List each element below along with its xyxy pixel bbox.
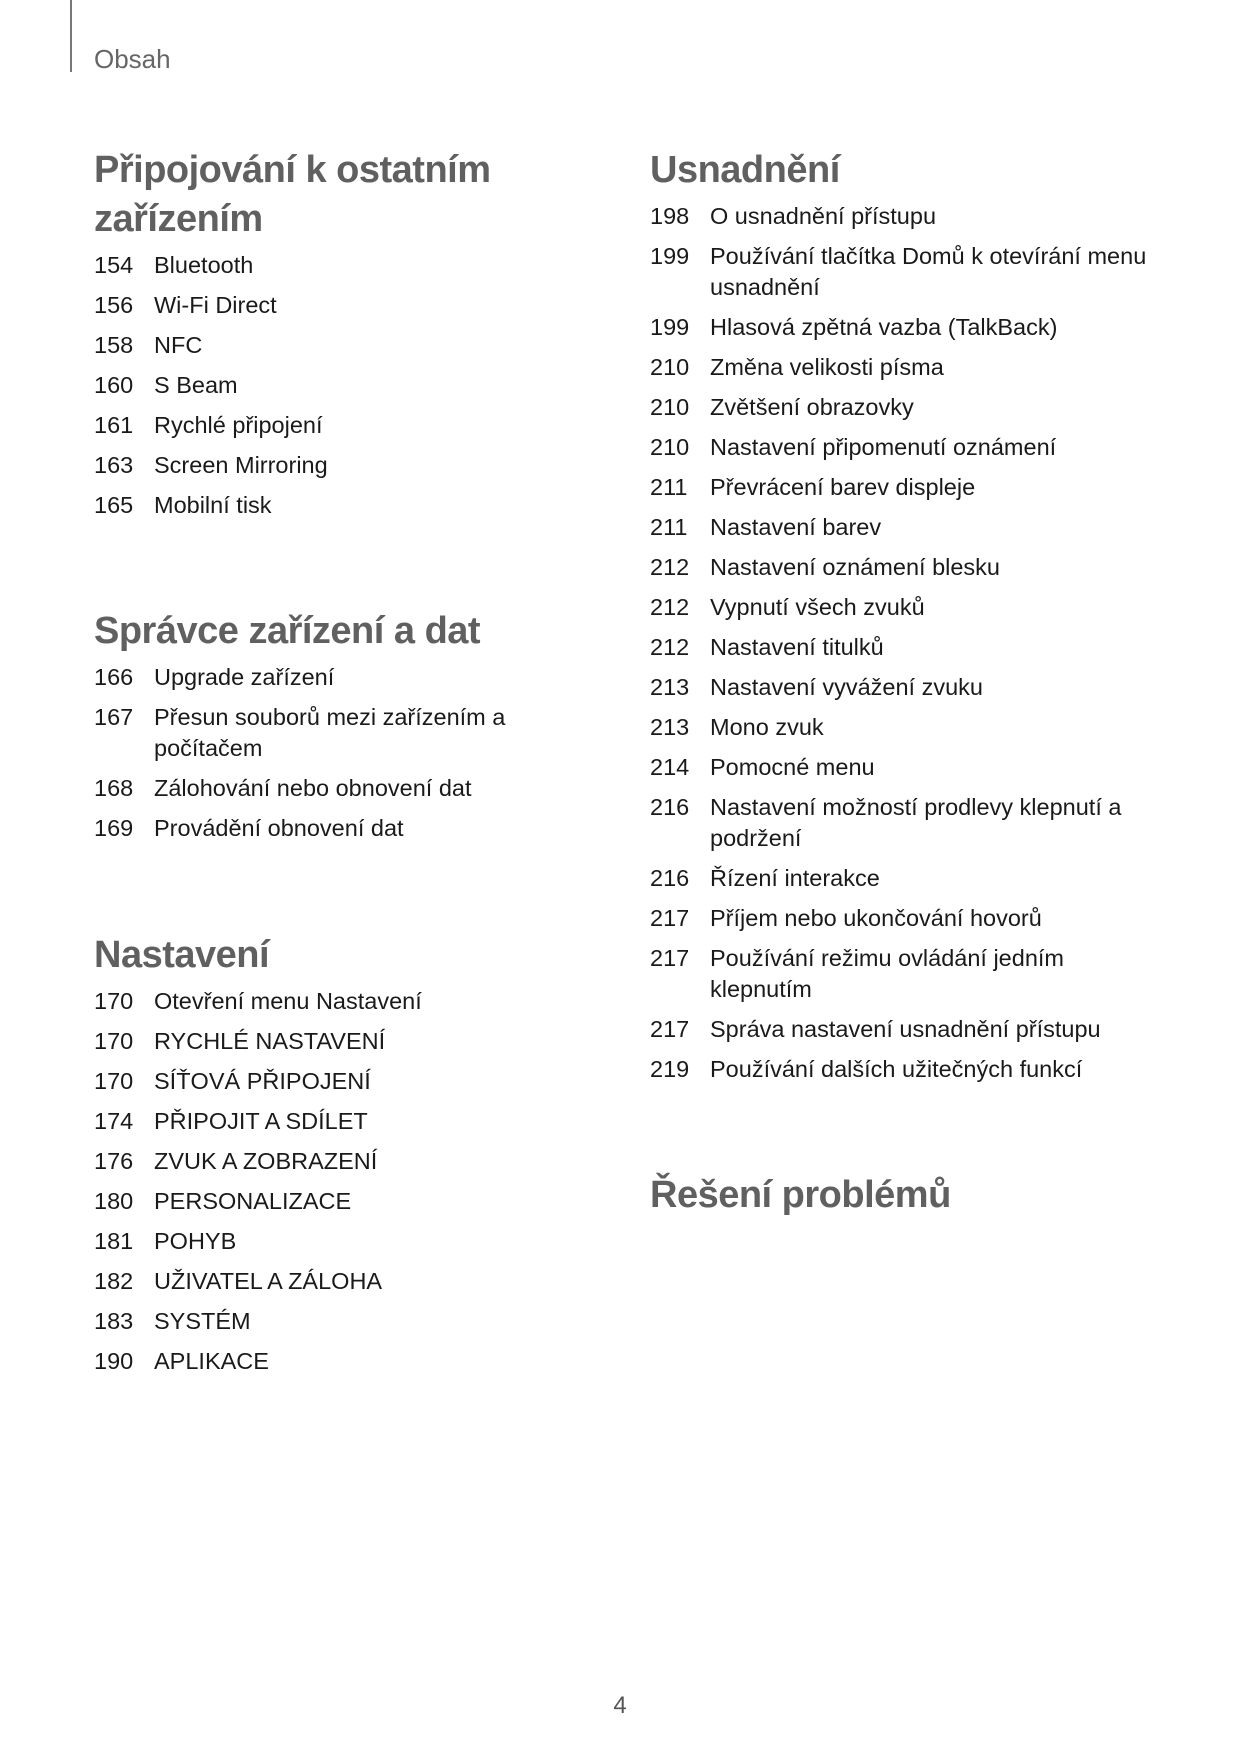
header-rule — [70, 0, 72, 72]
toc-page-number: 174 — [94, 1108, 134, 1134]
toc-page-number: 168 — [94, 775, 134, 801]
toc-page-number: 170 — [94, 1068, 134, 1094]
section-title: Řešení problémů — [650, 1174, 951, 1216]
toc-entry-label: Otevření menu Nastavení — [154, 988, 422, 1014]
toc-entry-label: RYCHLÉ NASTAVENÍ — [154, 1028, 386, 1054]
toc-entry[interactable] — [94, 662, 564, 693]
toc-entry-label: Pomocné menu — [710, 754, 875, 780]
toc-entry-label: PŘIPOJIT A SDÍLET — [154, 1108, 368, 1134]
toc-page-number: 169 — [94, 815, 134, 841]
toc-entry[interactable] — [650, 432, 1170, 463]
toc-entry[interactable] — [650, 201, 1170, 232]
toc-entry[interactable] — [94, 290, 534, 321]
toc-section-device-data-manager — [94, 607, 564, 853]
toc-entry-label: Mono zvuk — [710, 714, 824, 740]
toc-entry[interactable] — [94, 1146, 564, 1177]
toc-page-number: 183 — [94, 1308, 134, 1334]
toc-entry[interactable] — [94, 450, 534, 481]
toc-entry[interactable] — [650, 352, 1170, 383]
toc-entry[interactable] — [650, 552, 1170, 583]
toc-page-number: 182 — [94, 1268, 134, 1294]
toc-entry-label: POHYB — [154, 1228, 237, 1254]
toc-entry[interactable] — [650, 592, 1170, 623]
toc-entry[interactable] — [650, 672, 1170, 703]
toc-page-number: 160 — [94, 372, 134, 398]
toc-entry[interactable] — [650, 1054, 1170, 1085]
toc-entry-label: UŽIVATEL A ZÁLOHA — [154, 1268, 383, 1294]
toc-entry-label: Změna velikosti písma — [710, 354, 944, 380]
toc-entry[interactable] — [650, 863, 1170, 894]
toc-entry-label: Přesun souborů mezi zařízením a počítačem — [154, 704, 506, 761]
toc-entry[interactable] — [650, 392, 1170, 423]
toc-page-number: 181 — [94, 1228, 134, 1254]
toc-entry-label: Nastavení připomenutí oznámení — [710, 434, 1057, 460]
toc-entry[interactable] — [650, 712, 1170, 743]
toc-page-number: 217 — [650, 1016, 690, 1042]
toc-entry[interactable] — [94, 330, 534, 361]
toc-entry-label: Provádění obnovení dat — [154, 815, 404, 841]
toc-page-number: 190 — [94, 1348, 134, 1374]
toc-page-number: 219 — [650, 1056, 690, 1082]
toc-entry[interactable] — [94, 1026, 564, 1057]
toc-entry[interactable] — [94, 1106, 564, 1137]
toc-entry-label: Příjem nebo ukončování hovorů — [710, 905, 1042, 931]
toc-entry-label: Používání tlačítka Domů k otevírání menu usnadnění — [710, 243, 1147, 300]
page-number: 4 — [613, 1692, 627, 1719]
toc-entry-label: Nastavení barev — [710, 514, 882, 540]
toc-page-number: 212 — [650, 554, 690, 580]
toc-entry-label: Používání dalších užitečných funkcí — [710, 1056, 1083, 1082]
toc-entry-label: Nastavení oznámení blesku — [710, 554, 1000, 580]
toc-entry-label: Screen Mirroring — [154, 452, 328, 478]
toc-page-number: 180 — [94, 1188, 134, 1214]
toc-entry[interactable] — [94, 1186, 564, 1217]
toc-entry-label: Upgrade zařízení — [154, 664, 335, 690]
section-title: Připojování k ostatním zařízením — [94, 149, 491, 240]
toc-entry[interactable] — [94, 1306, 564, 1337]
toc-page-number: 214 — [650, 754, 690, 780]
toc-entry[interactable] — [650, 312, 1170, 343]
section-title: Správce zařízení a dat — [94, 610, 481, 652]
toc-page-number: 199 — [650, 314, 690, 340]
toc-entry-label: Nastavení titulků — [710, 634, 884, 660]
toc-page-number: 212 — [650, 594, 690, 620]
toc-entry-label: Správa nastavení usnadnění přístupu — [710, 1016, 1101, 1042]
toc-section-troubleshooting — [650, 1171, 1170, 1226]
toc-entry[interactable] — [650, 1014, 1170, 1045]
toc-entry-label: Používání režimu ovládání jedním klepnutím — [710, 945, 1064, 1002]
toc-page-number: 156 — [94, 292, 134, 318]
toc-entry-label: O usnadnění přístupu — [710, 203, 937, 229]
toc-page-number: 210 — [650, 394, 690, 420]
toc-entry-label: Nastavení vyvážení zvuku — [710, 674, 983, 700]
toc-entry[interactable] — [94, 702, 564, 764]
toc-entry[interactable] — [94, 813, 564, 844]
toc-entry-label: Zálohování nebo obnovení dat — [154, 775, 472, 801]
toc-entry-label: SÍŤOVÁ PŘIPOJENÍ — [154, 1068, 371, 1094]
toc-entry[interactable] — [650, 472, 1170, 503]
toc-section-settings — [94, 931, 564, 1386]
toc-page-number: 211 — [650, 514, 688, 540]
toc-page-number: 213 — [650, 714, 690, 740]
toc-page-number: 211 — [650, 474, 688, 500]
toc-page-number: 216 — [650, 865, 690, 891]
toc-entry-label: APLIKACE — [154, 1348, 269, 1374]
toc-section-accessibility — [650, 146, 1170, 1094]
toc-entry-label: PERSONALIZACE — [154, 1188, 352, 1214]
toc-entry[interactable] — [94, 773, 564, 804]
toc-entry[interactable] — [650, 512, 1170, 543]
toc-page-number: 163 — [94, 452, 134, 478]
toc-page-number: 198 — [650, 203, 690, 229]
toc-page-number: 212 — [650, 634, 690, 660]
toc-entry[interactable] — [94, 370, 534, 401]
toc-entry-label: Wi-Fi Direct — [154, 292, 277, 318]
toc-entry-label: NFC — [154, 332, 203, 358]
section-title: Nastavení — [94, 934, 270, 976]
toc-page-number: 158 — [94, 332, 134, 358]
toc-entry[interactable] — [94, 1066, 564, 1097]
toc-entry[interactable] — [94, 410, 534, 441]
toc-page-number: 170 — [94, 988, 134, 1014]
toc-entry-label: Rychlé připojení — [154, 412, 323, 438]
toc-page-number: 166 — [94, 664, 134, 690]
toc-page-number: 213 — [650, 674, 690, 700]
toc-page-number: 210 — [650, 434, 690, 460]
toc-entry[interactable] — [650, 241, 1170, 303]
toc-entry[interactable] — [94, 986, 564, 1017]
toc-entry-label: ZVUK A ZOBRAZENÍ — [154, 1148, 378, 1174]
toc-page-number: 165 — [94, 492, 134, 518]
toc-entry[interactable] — [94, 250, 534, 281]
toc-entry[interactable] — [650, 632, 1170, 663]
toc-entry[interactable] — [94, 1346, 564, 1377]
toc-page-number: 161 — [94, 412, 134, 438]
toc-section-connecting — [94, 146, 534, 530]
toc-page-number: 167 — [94, 704, 134, 730]
toc-entry-label: Zvětšení obrazovky — [710, 394, 914, 420]
toc-page-number: 217 — [650, 905, 690, 931]
toc-entry-label: Převrácení barev displeje — [710, 474, 976, 500]
toc-entry[interactable] — [650, 943, 1170, 1005]
toc-entry-label: S Beam — [154, 372, 238, 398]
toc-entry[interactable] — [650, 903, 1170, 934]
toc-entry-label: Vypnutí všech zvuků — [710, 594, 925, 620]
toc-entry-label: Hlasová zpětná vazba (TalkBack) — [710, 314, 1058, 340]
toc-page-number: 199 — [650, 243, 690, 269]
toc-page-number: 216 — [650, 794, 690, 820]
running-title: Obsah — [94, 44, 171, 74]
toc-entry-label: Řízení interakce — [710, 865, 880, 891]
toc-page-number: 217 — [650, 945, 690, 971]
toc-page-number: 210 — [650, 354, 690, 380]
toc-entry[interactable] — [94, 1266, 564, 1297]
toc-page-number: 170 — [94, 1028, 134, 1054]
toc-entry-label: Nastavení možností prodlevy klepnutí a podržení — [710, 794, 1122, 851]
toc-entry-label: Mobilní tisk — [154, 492, 272, 518]
toc-page-number: 176 — [94, 1148, 134, 1174]
toc-entry-label: Bluetooth — [154, 252, 254, 278]
toc-entry[interactable] — [94, 1226, 564, 1257]
toc-entry-label: SYSTÉM — [154, 1308, 251, 1334]
toc-entry[interactable] — [650, 792, 1170, 854]
toc-entry[interactable] — [94, 490, 534, 521]
toc-page-number: 154 — [94, 252, 134, 278]
section-title: Usnadnění — [650, 149, 840, 191]
toc-entry[interactable] — [650, 752, 1170, 783]
